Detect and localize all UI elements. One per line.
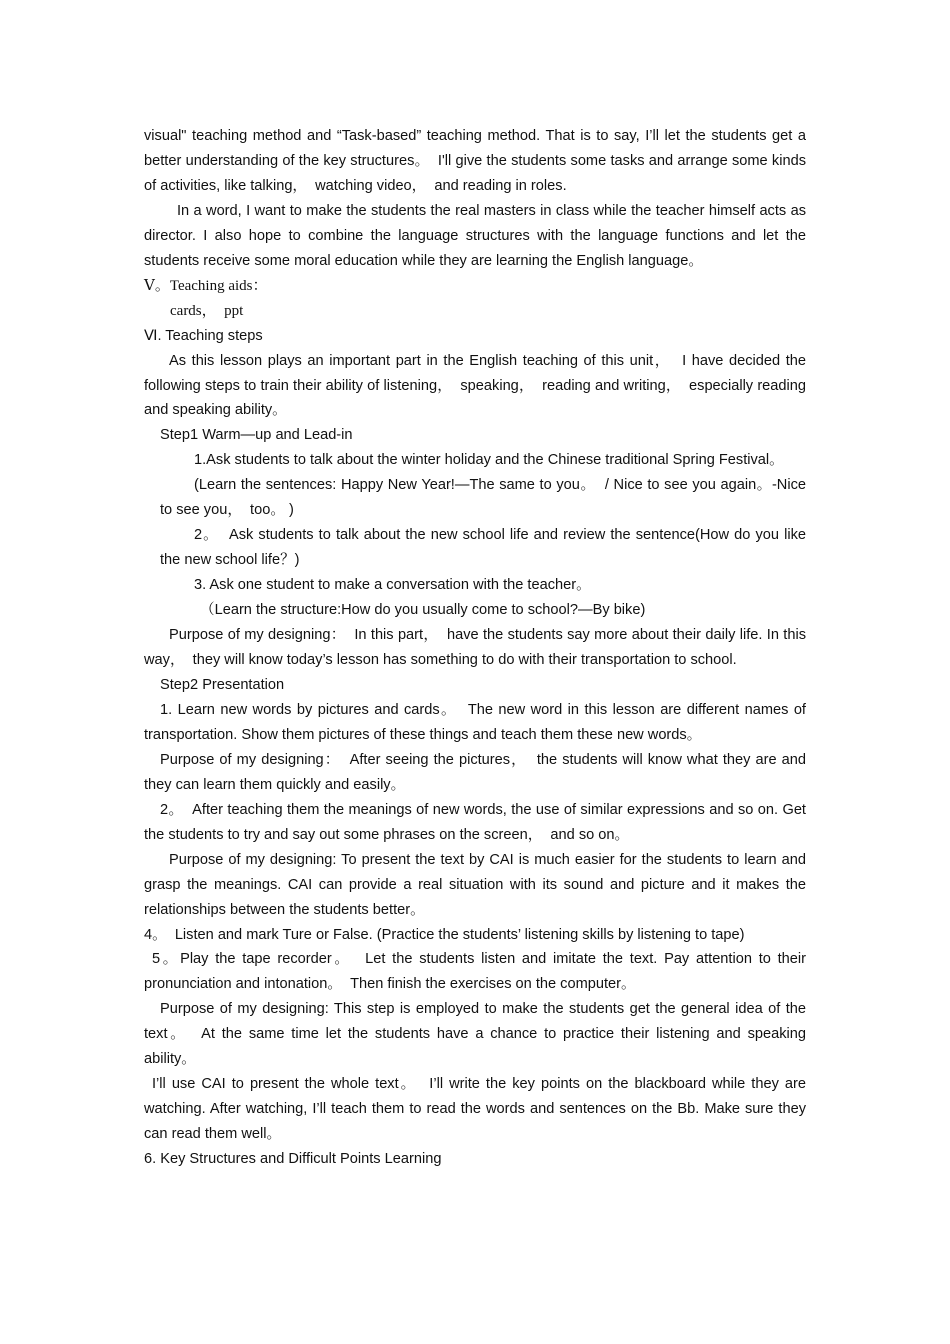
- step1-item-3: 3. Ask one student to make a conversation with the teacher。: [194, 577, 591, 594]
- paragraph-steps-intro: As this lesson plays an important part in the English teaching of this unit， I have decided the following steps to train their ability of listening， speaking， reading and writing， especially reading and speaking ability。: [144, 352, 811, 419]
- step1-purpose: Purpose of my designing： In this part， have the students say more about their daily life. In this way， they will know today’s lesson has something to do with their transportation to school.: [144, 627, 811, 669]
- heading-key-structures: 6. Key Structures and Difficult Points Learning: [144, 1151, 442, 1168]
- heading-teaching-aids: Ⅴ。Teaching aids：: [144, 277, 268, 294]
- heading-step1: Step1 Warm—up and Lead-in: [160, 427, 353, 444]
- step1-item-2: 2。 Ask students to talk about the new school life and review the sentence(How do you like the new school life？): [160, 527, 811, 569]
- step1-item-1: 1.Ask students to talk about the winter holiday and the Chinese traditional Spring Festival。: [194, 452, 784, 469]
- step2-item-1-purpose: Purpose of my designing： After seeing the pictures， the students will know what they are and they can learn them quickly and easily。: [144, 751, 811, 793]
- step2-item-2-purpose: Purpose of my designing: To present the text by CAI is much easier for the students to learn and grasp the meanings. CAI can provide a real situation with its sound and picture and it makes the relationships between the students better。: [144, 851, 811, 918]
- heading-step2: Step2 Presentation: [160, 676, 285, 693]
- step1-item-1-note: (Learn the sentences: Happy New Year!—The same to you。 / Nice to see you again。-Nice to see you， too。 ): [160, 477, 811, 519]
- paragraph-teaching-method: visual" teaching method and “Task-based” teaching method. That is to say, I’ll let the students get a better understanding of the key structures。 I'll give the students some tasks and arrange some kinds of activities, like talking， watching video， and reading in roles.: [144, 128, 811, 194]
- step1-item-3-note: （Learn the structure:How do you usually come to school?—By bike): [200, 602, 646, 619]
- step2-item-5-purpose: Purpose of my designing: This step is employed to make the students get the general idea of the text。 At the same time let the students have a chance to practice their listening and speaking ability。: [144, 1001, 811, 1068]
- paragraph-in-a-word: In a word, I want to make the students the real masters in class while the teacher himself acts as director. I also hope to combine the language structures with the language functions and let the students receive some moral education while they are learning the English language。: [144, 202, 811, 269]
- heading-teaching-steps: Ⅵ. Teaching steps: [144, 327, 263, 344]
- step2-item-5: 5。Play the tape recorder。 Let the students listen and imitate the text. Pay attention to their pronunciation and intonation。 Then finish the exercises on the computer。: [144, 951, 811, 993]
- step2-item-4: 4。 Listen and mark Ture or False. (Practice the students’ listening skills by listening to tape): [144, 926, 745, 943]
- document-body: [144, 124, 811, 1172]
- teaching-aids-list: cards， ppt: [170, 302, 244, 319]
- paragraph-cai-present: I’ll use CAI to present the whole text。 I’ll write the key points on the blackboard while they are watching. After watching, I’ll teach them to read the words and sentences on the Bb. Make sure they can read them well。: [144, 1076, 811, 1143]
- step2-item-1: 1. Learn new words by pictures and cards。 The new word in this lesson are different names of transportation. Show them pictures of these things and teach them these new words。: [144, 701, 811, 743]
- step2-item-2: 2。 After teaching them the meanings of new words, the use of similar expressions and so on. Get the students to try and say out some phrases on the screen， and so on。: [144, 801, 811, 843]
